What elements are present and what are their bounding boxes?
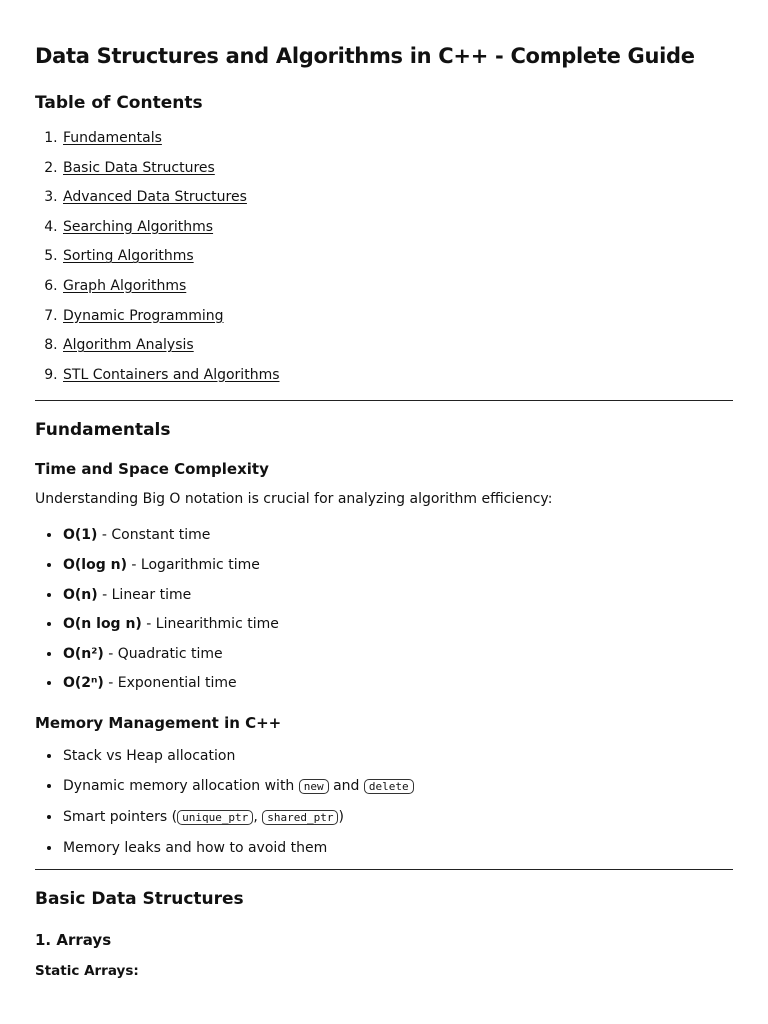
list-text: ) [338, 808, 344, 825]
toc-item [62, 331, 733, 361]
complexity-desc: - Quadratic time [103, 645, 223, 662]
toc-item [62, 242, 733, 272]
list-item: • Stack vs Heap allocation [62, 741, 733, 771]
toc-item [62, 272, 733, 302]
complexity-list [35, 521, 733, 699]
complexity-term: O(n) [63, 586, 98, 603]
list-text: Dynamic memory allocation with [63, 777, 299, 794]
list-item [62, 610, 733, 640]
complexity-term: O(2ⁿ) [63, 675, 104, 692]
toc-link-advanced-data-structures[interactable]: Advanced Data Structures [63, 189, 247, 206]
list-item [62, 521, 733, 551]
section-divider [35, 400, 733, 401]
toc-link-dynamic-programming[interactable]: Dynamic Programming [63, 307, 224, 324]
memory-list [35, 741, 733, 863]
inline-code-delete: delete [364, 779, 414, 794]
complexity-desc: - Linearithmic time [141, 616, 279, 633]
toc-item [62, 302, 733, 332]
toc-item [62, 361, 733, 391]
list-item [62, 771, 733, 802]
subheading-arrays: 1. Arrays [35, 930, 112, 949]
section-divider [35, 869, 733, 870]
toc-link-searching-algorithms[interactable]: Searching Algorithms [63, 218, 214, 235]
complexity-term: O(1) [63, 527, 98, 544]
toc-item [62, 213, 733, 243]
complexity-desc: - Linear time [97, 586, 192, 603]
toc-item [62, 124, 733, 154]
toc-link-graph-algorithms[interactable]: Graph Algorithms [63, 277, 187, 294]
list-text: Smart pointers ( [63, 808, 178, 825]
subheading-memory-management: Memory Management in C++ [35, 713, 282, 732]
toc-item [62, 154, 733, 184]
list-item [62, 581, 733, 611]
list-item: • Memory leaks and how to avoid them [62, 833, 733, 863]
section-heading-basic-data-structures: Basic Data Structures [35, 888, 244, 909]
complexity-term: O(n log n) [63, 616, 142, 633]
toc-link-basic-data-structures[interactable]: Basic Data Structures [63, 159, 215, 176]
complexity-desc: - Constant time [97, 527, 211, 544]
inline-code-unique-ptr: unique_ptr [177, 810, 253, 825]
subheading-time-space: Time and Space Complexity [35, 460, 269, 479]
list-item [62, 669, 733, 699]
table-of-contents [35, 124, 733, 390]
complexity-desc: - Exponential time [103, 675, 237, 692]
toc-heading: Table of Contents [35, 93, 203, 113]
inline-code-shared-ptr: shared_ptr [262, 810, 338, 825]
list-item [62, 640, 733, 670]
toc-link-stl-containers[interactable]: STL Containers and Algorithms [63, 366, 280, 383]
list-text: and [328, 777, 364, 794]
list-text: , [253, 808, 263, 825]
toc-item [62, 183, 733, 213]
toc-link-algorithm-analysis[interactable]: Algorithm Analysis [63, 337, 194, 354]
page-title: Data Structures and Algorithms in C++ - Complete Guide [35, 44, 695, 68]
section-heading-fundamentals: Fundamentals [35, 420, 171, 441]
toc-link-fundamentals[interactable]: Fundamentals [63, 130, 162, 146]
toc-link-sorting-algorithms[interactable]: Sorting Algorithms [63, 248, 194, 265]
complexity-term: O(n²) [63, 645, 104, 662]
complexity-desc: - Logarithmic time [126, 556, 260, 573]
label-static-arrays: Static Arrays: [35, 962, 139, 979]
list-item [62, 551, 733, 581]
list-item [62, 802, 733, 833]
intro-paragraph: Understanding Big O notation is crucial for analyzing algorithm efficiency: [35, 491, 553, 508]
complexity-term: O(log n) [63, 556, 127, 573]
inline-code-new: new [299, 779, 329, 794]
